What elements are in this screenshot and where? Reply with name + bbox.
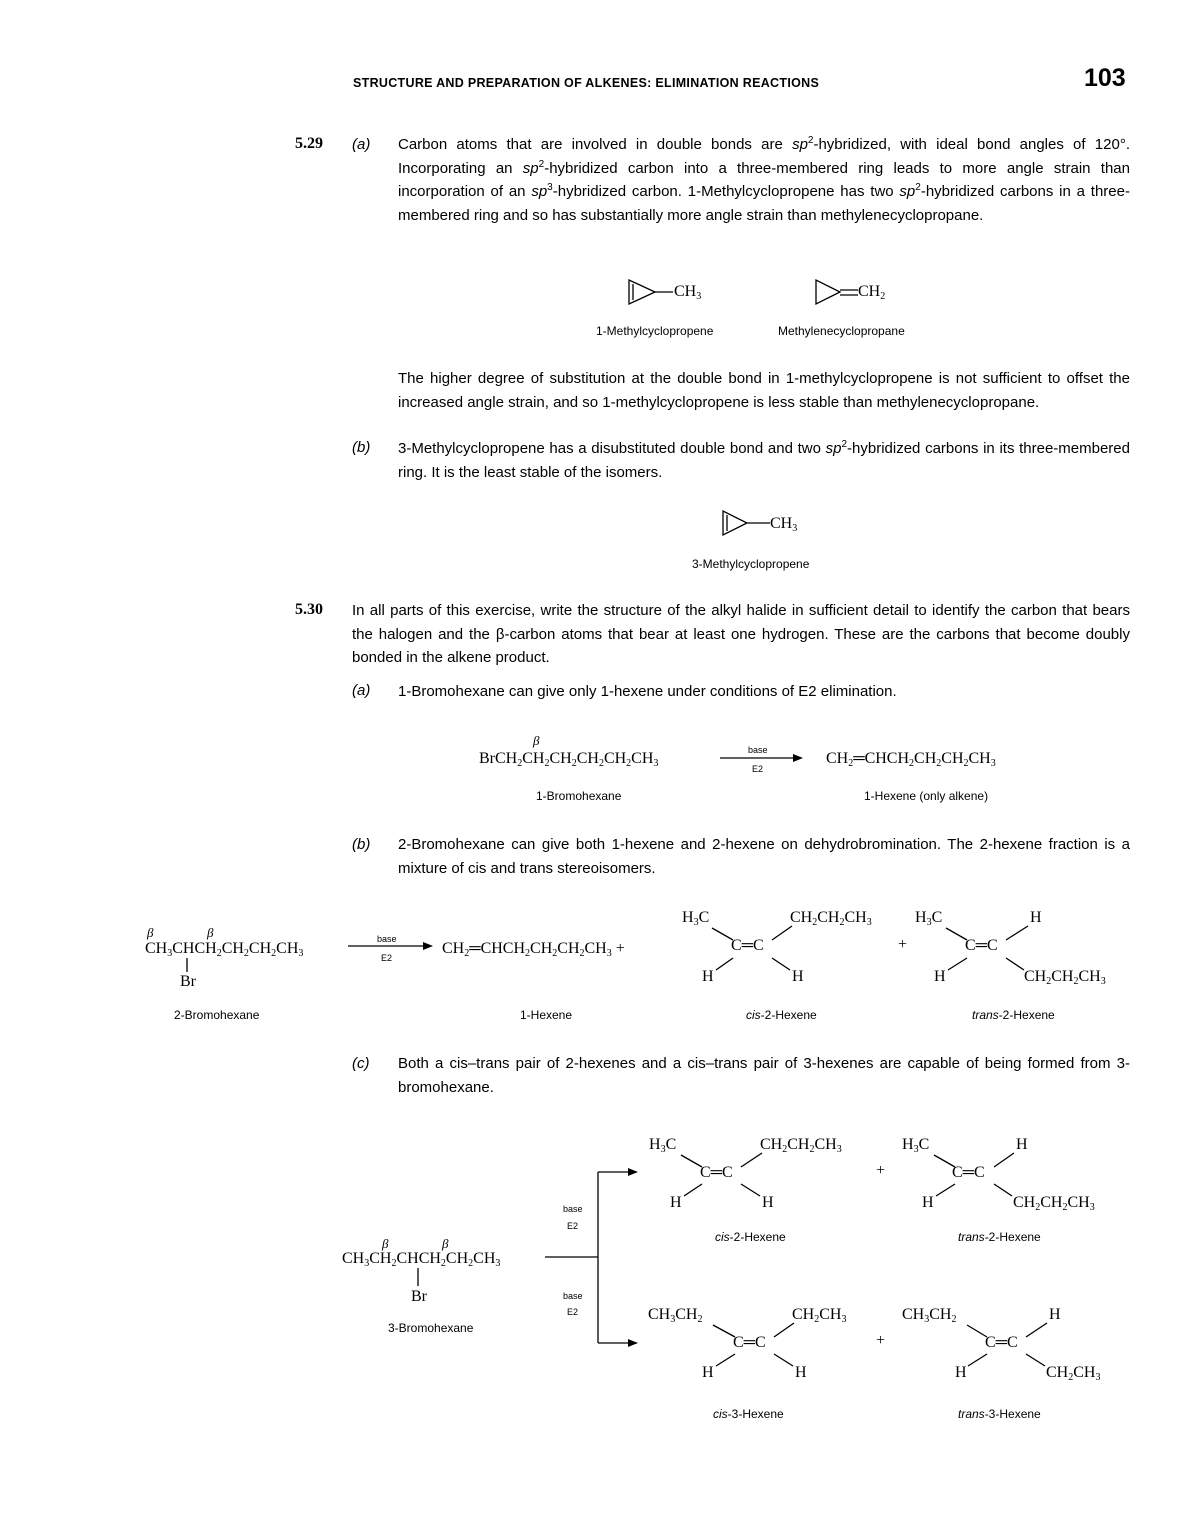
alkene-core: C═C [952, 1164, 985, 1181]
a-product-name: 1-Hexene (only alkene) [864, 789, 989, 803]
substituent-h3c: $H_3C$ [915, 909, 943, 928]
beta-marker: β [382, 1236, 389, 1251]
reagent-base: base [563, 1204, 583, 1214]
plus-sign: + [876, 1162, 886, 1179]
substituent-h: H [762, 1194, 774, 1211]
b-reactant: $CH_3CHCH_2CH_2CH_2CH_3$ [145, 940, 304, 959]
s30-a-paragraph: 1-Bromohexane can give only 1-hexene under conditions of E2 elimination. [398, 683, 897, 700]
substituent-h: H [792, 968, 804, 985]
c-reactant: $CH_3CH_2CHCH_2CH_2CH_3$ [342, 1250, 501, 1269]
substituent-ethyl: $CH_2CH_3$ [1046, 1364, 1101, 1383]
a-reactant: $BrCH_2CH_2CH_2CH_2CH_2CH_3$ [479, 750, 659, 769]
substituent-h: H [702, 968, 714, 985]
substituent-ethyl: $CH_3CH_2$ [648, 1306, 703, 1325]
reagent-base: base [748, 745, 768, 755]
b-bromine: Br [180, 973, 196, 990]
alkene-core: C═C [965, 937, 998, 954]
s29-b-paragraph: 3-Methylcyclopropene has a disubstituted double bond and two $sp^2$-hybridized carbons in its three-membered ring. It is the least stable of the isomers. [398, 439, 1130, 481]
reagent-base: base [563, 1291, 583, 1301]
beta-marker: β [442, 1236, 449, 1251]
substituent-propyl: $CH_2CH_2CH_3$ [1013, 1194, 1095, 1213]
struct3-group: $CH_3$ [770, 515, 798, 534]
substituent-propyl: $CH_2CH_2CH_3$ [790, 909, 872, 928]
substituent-ethyl: $CH_3CH_2$ [902, 1306, 957, 1325]
b-product-1-hexene: $CH_2═CHCH_2CH_2CH_2CH_3$ + [442, 940, 625, 959]
substituent-h: H [702, 1364, 714, 1381]
reagent-e2: E2 [381, 953, 393, 963]
struct2-group: $CH_2$ [858, 283, 886, 302]
substituent-ethyl: $CH_2CH_3$ [792, 1306, 847, 1325]
part-label-a: (a) [352, 136, 371, 153]
a-product: $CH_2═CHCH_2CH_2CH_2CH_3$ [826, 750, 996, 769]
substituent-h3c: $H_3C$ [902, 1136, 930, 1155]
s30-c-paragraph: Both a cis–trans pair of 2-hexenes and a cis–trans pair of 3-hexenes are capable of being formed from 3-bromohexane. [398, 1055, 1130, 1096]
alkene-core: C═C [731, 937, 764, 954]
part-label-b-30: (b) [352, 836, 371, 853]
c-bromine: Br [411, 1288, 427, 1305]
struct3-name: 3-Methylcyclopropene [692, 557, 810, 571]
a-reactant-name: 1-Bromohexane [536, 789, 622, 803]
alkene-core: C═C [985, 1334, 1018, 1351]
problem-number-5-30: 5.30 [295, 601, 323, 618]
substituent-h: H [670, 1194, 682, 1211]
struct2-name: Methylenecyclopropane [778, 324, 905, 338]
substituent-h: H [1049, 1306, 1061, 1323]
substituent-h: H [934, 968, 946, 985]
b-name-1-hexene: 1-Hexene [520, 1008, 573, 1022]
reagent-e2: E2 [752, 764, 764, 774]
part-label-b: (b) [352, 439, 371, 456]
s30-intro: In all parts of this exercise, write the structure of the alkyl halide in sufficient detail to identify the carbon that bears the halogen and the β-carbon atoms that bear at least one hydrogen. These are the carbons that become doubly bonded in the alkene product. [352, 602, 1130, 666]
struct1-group: $CH_3$ [674, 283, 702, 302]
substituent-h: H [955, 1364, 967, 1381]
plus-sign: + [898, 936, 908, 953]
beta-marker: β [147, 925, 154, 940]
substituent-h3c: $H_3C$ [649, 1136, 677, 1155]
struct1-name: 1-Methylcyclopropene [596, 324, 714, 338]
b-name-trans-2-hexene: trans-2-Hexene [972, 1008, 1055, 1022]
page-number: 103 [1084, 64, 1126, 92]
substituent-h: H [795, 1364, 807, 1381]
substituent-h: H [1016, 1136, 1028, 1153]
problem-number-5-29: 5.29 [295, 135, 323, 152]
c-name-trans-2-hexene: trans-2-Hexene [958, 1230, 1041, 1244]
substituent-propyl: $CH_2CH_2CH_3$ [760, 1136, 842, 1155]
c-name-trans-3-hexene: trans-3-Hexene [958, 1407, 1041, 1421]
beta-marker: β [533, 733, 540, 748]
alkene-core: C═C [733, 1334, 766, 1351]
reagent-e2: E2 [567, 1221, 579, 1231]
part-label-a-30: (a) [352, 682, 371, 699]
c-name-cis-2-hexene: cis-2-Hexene [715, 1230, 786, 1244]
s29-a-paragraph-2: The higher degree of substitution at the double bond in 1-methylcyclopropene is not sufficient to offset the increased angle strain, and so 1-methylcyclopropene is less stable than methylenecyclopropane. [398, 370, 1130, 411]
running-title: STRUCTURE AND PREPARATION OF ALKENES: ELIMINATION REACTIONS [353, 76, 820, 90]
substituent-h: H [922, 1194, 934, 1211]
c-name-cis-3-hexene: cis-3-Hexene [713, 1407, 784, 1421]
plus-sign: + [876, 1332, 886, 1349]
part-label-c-30: (c) [352, 1055, 370, 1072]
substituent-h: H [1030, 909, 1042, 926]
s29-a-paragraph: Carbon atoms that are involved in double bonds are $sp^2$-hybridized, with ideal bond angles of 120°. Incorporating an $sp^2$-hybridized carbon into a three-membered ring leads to more angle strain than incorporation of an $sp^3$-hybridized carbon. 1-Methylcyclopropene has two $sp^2$-hybridized carbons in a three-membered ring and so has substantially more angle strain than methylenecyclopropane. [398, 135, 1130, 224]
beta-marker: β [207, 925, 214, 940]
c-name-3-bromohexane: 3-Bromohexane [388, 1321, 474, 1335]
substituent-propyl: $CH_2CH_2CH_3$ [1024, 968, 1106, 987]
reagent-e2: E2 [567, 1307, 579, 1317]
b-name-2-bromohexane: 2-Bromohexane [174, 1008, 260, 1022]
b-name-cis-2-hexene: cis-2-Hexene [746, 1008, 817, 1022]
alkene-core: C═C [700, 1164, 733, 1181]
s30-b-paragraph: 2-Bromohexane can give both 1-hexene and 2-hexene on dehydrobromination. The 2-hexene fraction is a mixture of cis and trans stereoisomers. [398, 836, 1130, 877]
substituent-h3c: $H_3C$ [682, 909, 710, 928]
reagent-base: base [377, 934, 397, 944]
